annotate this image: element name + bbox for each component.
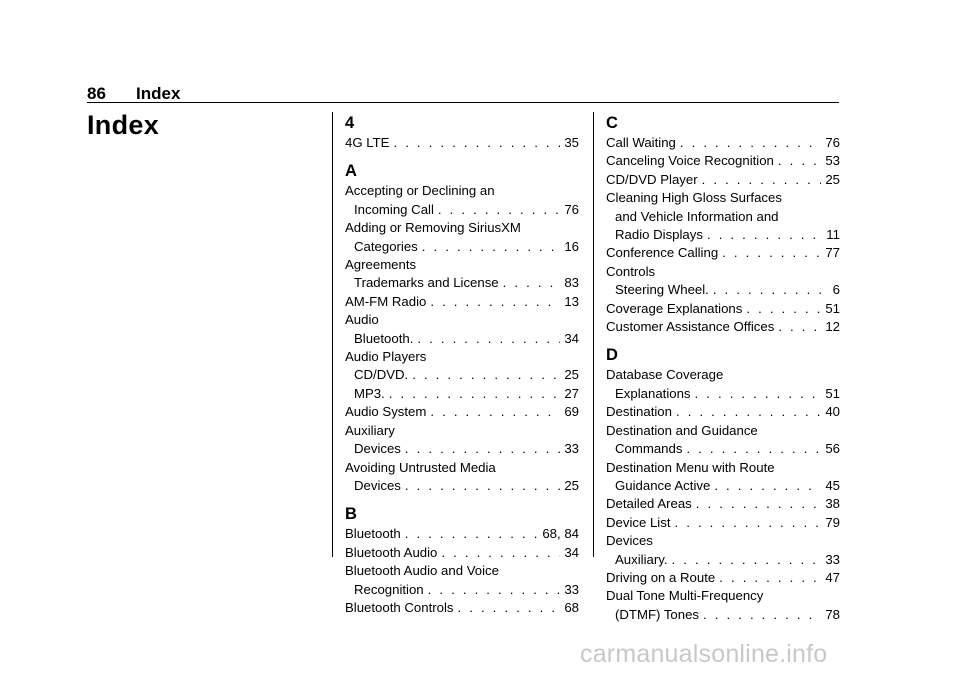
- index-page-ref: 13: [564, 293, 579, 309]
- index-page-ref: 11: [826, 227, 840, 243]
- index-term: Bluetooth Audio: [345, 544, 438, 560]
- index-page-ref: 33: [825, 551, 840, 567]
- index-page-ref: 25: [564, 367, 579, 383]
- running-header: [87, 82, 839, 103]
- dot-leader: [713, 281, 829, 299]
- dot-leader: [778, 318, 821, 336]
- index-page-ref: 34: [564, 544, 579, 560]
- index-entry: [345, 182, 579, 200]
- index-term: Cleaning High Gloss Surfaces: [606, 190, 782, 206]
- index-page-ref: 25: [825, 171, 840, 187]
- index-term: Accepting or Declining an: [345, 183, 495, 199]
- index-entry: [345, 599, 579, 617]
- index-term: Bluetooth Controls: [345, 599, 454, 615]
- index-subentry: [606, 226, 840, 244]
- page-number: 86: [87, 84, 106, 103]
- index-page-ref: 38: [825, 496, 840, 512]
- index-term: Canceling Voice Recognition: [606, 153, 774, 169]
- index-entry: [606, 366, 840, 384]
- dot-leader: [503, 274, 561, 292]
- dot-leader: [675, 514, 822, 532]
- dot-leader: [430, 293, 560, 311]
- dot-leader: [441, 544, 560, 562]
- index-term: (DTMF) Tones: [615, 606, 700, 622]
- index-column-2: [606, 114, 840, 624]
- index-entry: [345, 256, 579, 274]
- index-entry: [606, 171, 840, 189]
- index-term: CD/DVD.: [354, 367, 409, 383]
- index-term: Destination and Guidance: [606, 422, 758, 438]
- index-subentry: [606, 385, 840, 403]
- index-term: Commands: [615, 441, 683, 457]
- index-page-ref: 79: [825, 514, 840, 530]
- index-entry: [345, 403, 579, 421]
- index-term: Call Waiting: [606, 135, 676, 150]
- dot-leader: [778, 152, 821, 170]
- index-page-ref: 76: [564, 201, 579, 217]
- index-page-ref: 33: [564, 581, 579, 597]
- index-page-ref: 40: [825, 404, 840, 420]
- index-term: Devices: [354, 441, 401, 457]
- index-term: Controls: [606, 263, 656, 279]
- index-term: Explanations: [615, 385, 691, 401]
- index-entry: [345, 348, 579, 366]
- index-term: Auxiliary: [345, 422, 395, 438]
- index-term: Avoiding Untrusted Media: [345, 459, 496, 475]
- index-term: Categories: [354, 238, 418, 254]
- index-entry: [606, 495, 840, 513]
- index-term: Recognition: [354, 581, 424, 597]
- index-page-ref: 69: [564, 404, 579, 420]
- index-term: Database Coverage: [606, 367, 724, 383]
- index-entry: [606, 152, 840, 170]
- index-subentry: [606, 551, 840, 569]
- index-entry: [345, 544, 579, 562]
- index-letter-heading: C: [606, 114, 618, 132]
- index-term: Radio Displays: [615, 227, 703, 243]
- index-term: Auxiliary.: [615, 551, 668, 567]
- index-term: Audio: [345, 312, 379, 328]
- dot-leader: [405, 477, 560, 495]
- dot-leader: [405, 525, 539, 543]
- dot-leader: [438, 201, 560, 219]
- index-entry: [345, 293, 579, 311]
- watermark: carmanualsonline.info: [580, 640, 828, 668]
- index-page-ref: 51: [825, 385, 840, 401]
- index-entry: [606, 189, 840, 207]
- index-letter-heading: A: [345, 162, 357, 181]
- index-subentry: [345, 366, 579, 384]
- index-page-ref: 68: [564, 599, 579, 615]
- index-entry: [606, 263, 840, 281]
- index-entry: [606, 318, 840, 336]
- index-term: Destination Menu with Route: [606, 459, 775, 475]
- index-page-ref: 16: [564, 238, 579, 254]
- index-entry: [345, 562, 579, 580]
- index-entry: [606, 459, 840, 477]
- index-term: Bluetooth.: [354, 330, 414, 346]
- index-page-ref: 47: [825, 569, 840, 585]
- index-page-ref: 35: [564, 135, 579, 150]
- index-subentry: [606, 440, 840, 458]
- index-page-ref: 83: [564, 275, 579, 291]
- dot-leader: [714, 477, 821, 495]
- dot-leader: [719, 569, 821, 587]
- index-entry: [345, 219, 579, 237]
- index-entry: [606, 532, 840, 550]
- index-term: Trademarks and License: [354, 275, 499, 291]
- index-entry: [606, 514, 840, 532]
- index-column-1: [345, 114, 579, 617]
- index-term: Coverage Explanations: [606, 300, 743, 316]
- index-page-ref: 27: [564, 385, 579, 401]
- index-term: Detailed Areas: [606, 496, 692, 512]
- index-term: Devices: [606, 533, 653, 549]
- index-page-ref: 25: [564, 477, 579, 493]
- index-term: Destination: [606, 404, 672, 420]
- index-entry: [345, 525, 579, 543]
- index-term: Audio Players: [345, 349, 427, 365]
- index-term: Audio System: [345, 404, 427, 420]
- dot-leader: [412, 366, 560, 384]
- dot-leader: [417, 330, 560, 348]
- index-page-ref: 34: [564, 330, 579, 346]
- index-entry: [345, 311, 579, 329]
- index-term: Agreements: [345, 257, 417, 273]
- index-entry: [345, 422, 579, 440]
- index-term: 4G LTE: [345, 135, 390, 150]
- index-subentry: [345, 440, 579, 458]
- column-divider-right: [593, 112, 594, 557]
- index-term: Guidance Active: [615, 477, 711, 493]
- index-term: and Vehicle Information and: [615, 208, 779, 224]
- dot-leader: [458, 599, 561, 617]
- index-letter-heading: B: [345, 505, 357, 524]
- dot-leader: [405, 440, 560, 458]
- index-entry: [606, 403, 840, 421]
- index-term: Customer Assistance Offices: [606, 319, 775, 335]
- index-term: AM-FM Radio: [345, 293, 427, 309]
- index-term: Adding or Removing SiriusXM: [345, 220, 521, 236]
- index-page-ref: 77: [825, 245, 840, 261]
- index-subentry: [606, 208, 840, 226]
- index-subentry: [345, 581, 579, 599]
- dot-leader: [702, 171, 822, 189]
- index-subentry: [345, 274, 579, 292]
- index-term: Driving on a Route: [606, 569, 716, 585]
- dot-leader: [686, 440, 821, 458]
- index-letter-heading: D: [606, 346, 618, 365]
- index-page-ref: 76: [825, 135, 840, 150]
- index-subentry: [345, 330, 579, 348]
- dot-leader: [672, 551, 822, 569]
- index-letter-heading: 4: [345, 114, 355, 132]
- index-page-ref: 6: [832, 282, 840, 298]
- index-page-ref: 78: [825, 606, 840, 622]
- index-term: Incoming Call: [354, 201, 434, 217]
- dot-leader: [703, 606, 821, 624]
- dot-leader: [676, 403, 821, 421]
- dot-leader: [422, 238, 561, 256]
- index-term: Bluetooth Audio and Voice: [345, 563, 499, 579]
- index-term: MP3.: [354, 385, 385, 401]
- dot-leader: [428, 581, 561, 599]
- dot-leader: [707, 226, 822, 244]
- index-term: Dual Tone Multi-Frequency: [606, 588, 764, 604]
- index-subentry: [345, 477, 579, 495]
- index-subentry: [606, 281, 840, 299]
- dot-leader: [722, 244, 821, 262]
- index-term: CD/DVD Player: [606, 171, 698, 187]
- dot-leader: [746, 300, 821, 318]
- index-page-ref: 56: [825, 441, 840, 457]
- dot-leader: [430, 403, 560, 421]
- index-subentry: [606, 477, 840, 495]
- index-page-ref: 45: [825, 477, 840, 493]
- index-entry: [606, 422, 840, 440]
- index-subentry: [345, 238, 579, 256]
- column-divider-left: [332, 112, 333, 557]
- dot-leader: [695, 385, 822, 403]
- index-entry: [606, 300, 840, 318]
- index-page-ref: 68, 84: [542, 526, 579, 542]
- index-subentry: [345, 201, 579, 219]
- index-subentry: [606, 606, 840, 624]
- page-title: Index: [87, 110, 160, 140]
- index-entry: [606, 244, 840, 262]
- index-entry: [606, 587, 840, 605]
- index-term: Steering Wheel.: [615, 282, 709, 298]
- index-entry: [345, 134, 579, 152]
- index-page-ref: 12: [825, 319, 840, 335]
- index-entry: [606, 569, 840, 587]
- index-page-ref: 53: [825, 153, 840, 169]
- dot-leader: [696, 495, 822, 513]
- index-term: Device List: [606, 514, 671, 530]
- index-subentry: [345, 385, 579, 403]
- index-page-ref: 51: [825, 300, 840, 316]
- index-entry: [606, 134, 840, 152]
- index-entry: [345, 459, 579, 477]
- dot-leader: [389, 385, 561, 403]
- index-term: Devices: [354, 477, 401, 493]
- index-page-ref: 33: [564, 441, 579, 457]
- index-term: Bluetooth: [345, 526, 401, 542]
- dot-leader: [393, 134, 560, 152]
- running-header-section: Index: [136, 84, 181, 103]
- index-term: Conference Calling: [606, 245, 719, 261]
- dot-leader: [680, 134, 821, 152]
